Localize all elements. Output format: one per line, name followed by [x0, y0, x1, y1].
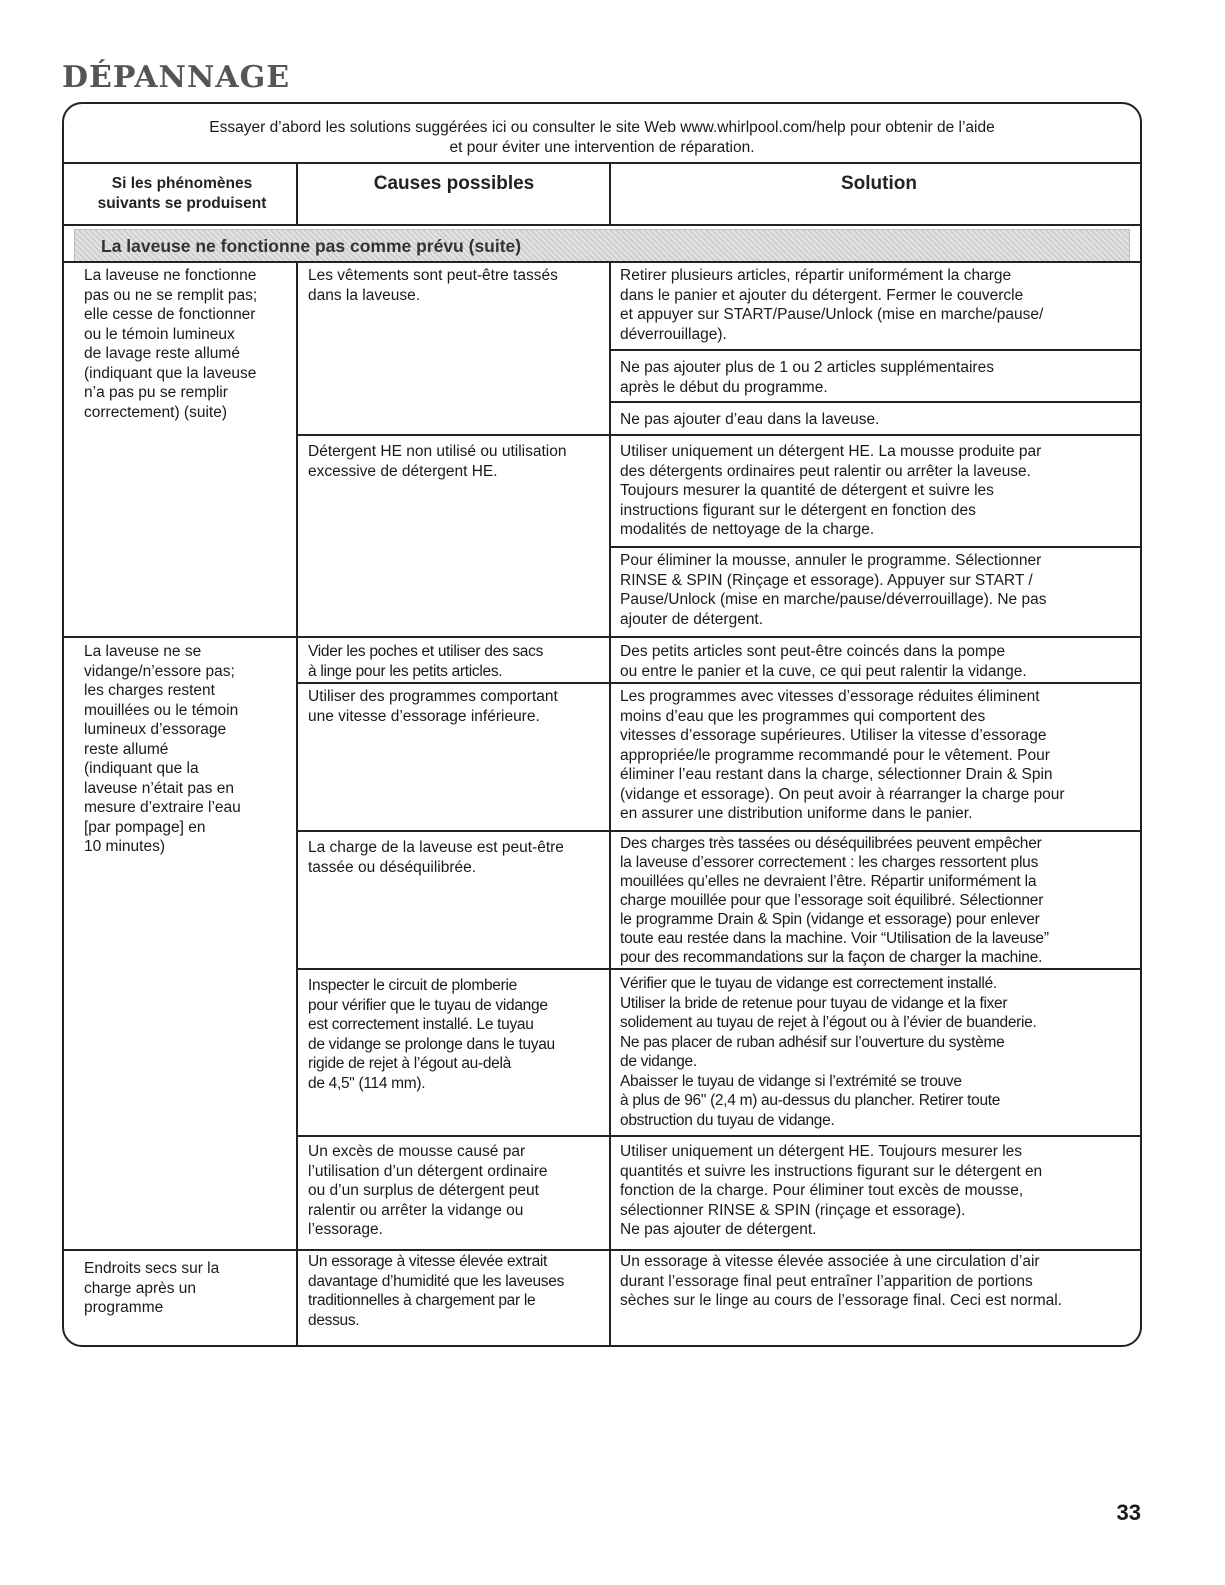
divider: [609, 349, 1142, 351]
solution-spin-speed: Les programmes avec vitesses d’essorage réduites éliminent moins d’eau que les programmes qui comportent des vitesses d’essorage supérieures. Utiliser la vitesse d’essorage appropriée/le programme recommandé pour le vêtement. Pour éliminer l’eau restant dans la charge, sélectionner Drain & Spin (vidange et essorage). On peut avoir à réarranger la charge pour en assurer une distribution uniforme dans le panier.: [620, 688, 1065, 822]
divider: [296, 682, 1142, 684]
header-causes: Causes possibles: [373, 173, 535, 194]
cause-clothes-packed: Les vêtements sont peut-être tassés dans la laveuse.: [308, 267, 558, 304]
cause-excess-suds: Un excès de mousse causé par l’utilisation d’un détergent ordinaire ou d’un surplus de détergent peut ralentir ou arrêter la vidange ou l’essorage.: [308, 1143, 548, 1238]
solution-remove-suds: Pour éliminer la mousse, annuler le programme. Sélectionner RINSE & SPIN (Rinçage et essorage). Appuyer sur START / Pause/Unlock (mise en marche/pause/déverrouillage). Ne pas ajouter de détergent.: [620, 552, 1047, 628]
divider: [64, 636, 1140, 638]
divider: [64, 1249, 1140, 1251]
divider: [296, 261, 298, 1347]
divider: [296, 434, 1142, 436]
divider: [609, 261, 611, 1347]
section-banner: [74, 229, 1130, 263]
cause-empty-pockets: Vider les poches et utiliser des sacs à linge pour les petits articles.: [308, 643, 544, 680]
header-problem: Si les phénomènes suivants se produisent: [97, 175, 267, 212]
solution-use-he-detergent: Utiliser uniquement un détergent HE. La mousse produite par des détergents ordinaires peut ralentir ou arrêter la laveuse. Toujours mesurer la quantité de détergent et suivre les instructions figurant sur le détergent en fonction des modalités de nettoyage de la charge.: [620, 443, 1042, 538]
divider: [296, 1135, 1142, 1137]
divider: [64, 261, 1140, 263]
solution-redistribute-load: Retirer plusieurs articles, répartir uniformément la charge dans le panier et ajouter du détergent. Fermer le couvercle et appuyer sur START/Pause/Unlock (mise en marche/pause/ déverrouillage).: [620, 267, 1044, 343]
section-banner-label: La laveuse ne fonctionne pas comme prévu (suite): [101, 236, 522, 256]
solution-no-extra-items: Ne pas ajouter plus de 1 ou 2 articles supplémentaires après le début du programme.: [620, 359, 994, 396]
solution-drain-hose: Vérifier que le tuyau de vidange est correctement installé. Utiliser la bride de retenue pour tuyau de vidange et la fixer solidement au tuyau de rejet à l’égout ou à l’évier de buanderie. Ne pas placer de ruban adhésif sur l’ouverture du système de vidange. Abaisser le tuyau de vidange si l’extrémité se trouve à plus de 96" (2,4 m) au-dessus du plancher. Retirer toute obstruction du tuyau de vidange.: [620, 975, 1037, 1129]
troubleshooting-table: [62, 102, 1142, 1347]
divider: [609, 546, 1142, 548]
cause-low-spin-speed: Utiliser des programmes comportant une vitesse d’essorage inférieure.: [308, 688, 558, 725]
divider: [296, 162, 298, 224]
solution-small-items: Des petits articles sont peut-être coincés dans la pompe ou entre le panier et la cuve, ce qui peut ralentir la vidange.: [620, 643, 1027, 680]
page-number: 33: [1116, 1500, 1141, 1525]
divider: [64, 224, 1140, 226]
divider: [609, 401, 1142, 403]
divider: [609, 162, 611, 224]
divider: [296, 830, 1142, 832]
problem-no-fill: La laveuse ne fonctionne pas ou ne se remplit pas; elle cesse de fonctionner ou le témoin lumineux de lavage reste allumé (indiquant que la laveuse n’a pas pu se remplir correctement) (suite): [84, 267, 258, 421]
solution-balance-load: Des charges très tassées ou déséquilibrées peuvent empêcher la laveuse d’essorer correctement : les charges ressortent plus mouillées qu’elles ne devraient l’être. Répartir uniformément la charge mouillée pour que l’essorage soit équilibré. Sélectionner le programme Drain & Spin (vidange et essorage) pour enlever toute eau restée dans la machine. Voir “Utilisation de la laveuse” pour des recommandations sur la façon de charger la machine.: [620, 835, 1049, 966]
solution-he-detergent-only: Utiliser uniquement un détergent HE. Toujours mesurer les quantités et suivre les instructions figurant sur le détergent en fonction de la charge. Pour éliminer tout excès de mousse, sélectionner RINSE & SPIN (rinçage et essorage). Ne pas ajouter de détergent.: [620, 1143, 1043, 1238]
header-solution: Solution: [841, 173, 917, 194]
problem-dry-spots: Endroits secs sur la charge après un programme: [84, 1260, 220, 1316]
divider: [296, 968, 1142, 970]
cause-high-speed-spin: Un essorage à vitesse élevée extrait davantage d’humidité que les laveuses traditionnelles à chargement par le dessus.: [308, 1253, 565, 1329]
cause-plumbing: Inspecter le circuit de plomberie pour vérifier que le tuyau de vidange est correctement installé. Le tuyau de vidange se prolonge dans le tuyau rigide de rejet à l’égout au-delà de 4,5" (114 mm).: [308, 977, 555, 1092]
cause-he-detergent: Détergent HE non utilisé ou utilisation excessive de détergent HE.: [308, 443, 567, 480]
problem-no-drain: La laveuse ne se vidange/n’essore pas; les charges restent mouillées ou le témoin lumineux d’essorage reste allumé (indiquant que la laveuse n’était pas en mesure d’extraire l’eau [par pompage] en 10 minutes): [84, 643, 241, 855]
solution-normal: Un essorage à vitesse élevée associée à une circulation d’air durant l’essorage final peut entraîner l’apparition de portions sèches sur le linge au cours de l’essorage final. Ceci est normal.: [620, 1253, 1062, 1309]
divider: [64, 162, 1140, 164]
solution-no-water: Ne pas ajouter d’eau dans la laveuse.: [620, 411, 880, 428]
intro-text: Essayer d’abord les solutions suggérées ici ou consulter le site Web www.whirlpool.com/help pour obtenir de l’aide et pour éviter une intervention de réparation.: [209, 119, 995, 156]
page-title: DÉPANNAGE: [62, 60, 291, 95]
cause-unbalanced-load: La charge de la laveuse est peut-être tassée ou déséquilibrée.: [308, 839, 564, 876]
